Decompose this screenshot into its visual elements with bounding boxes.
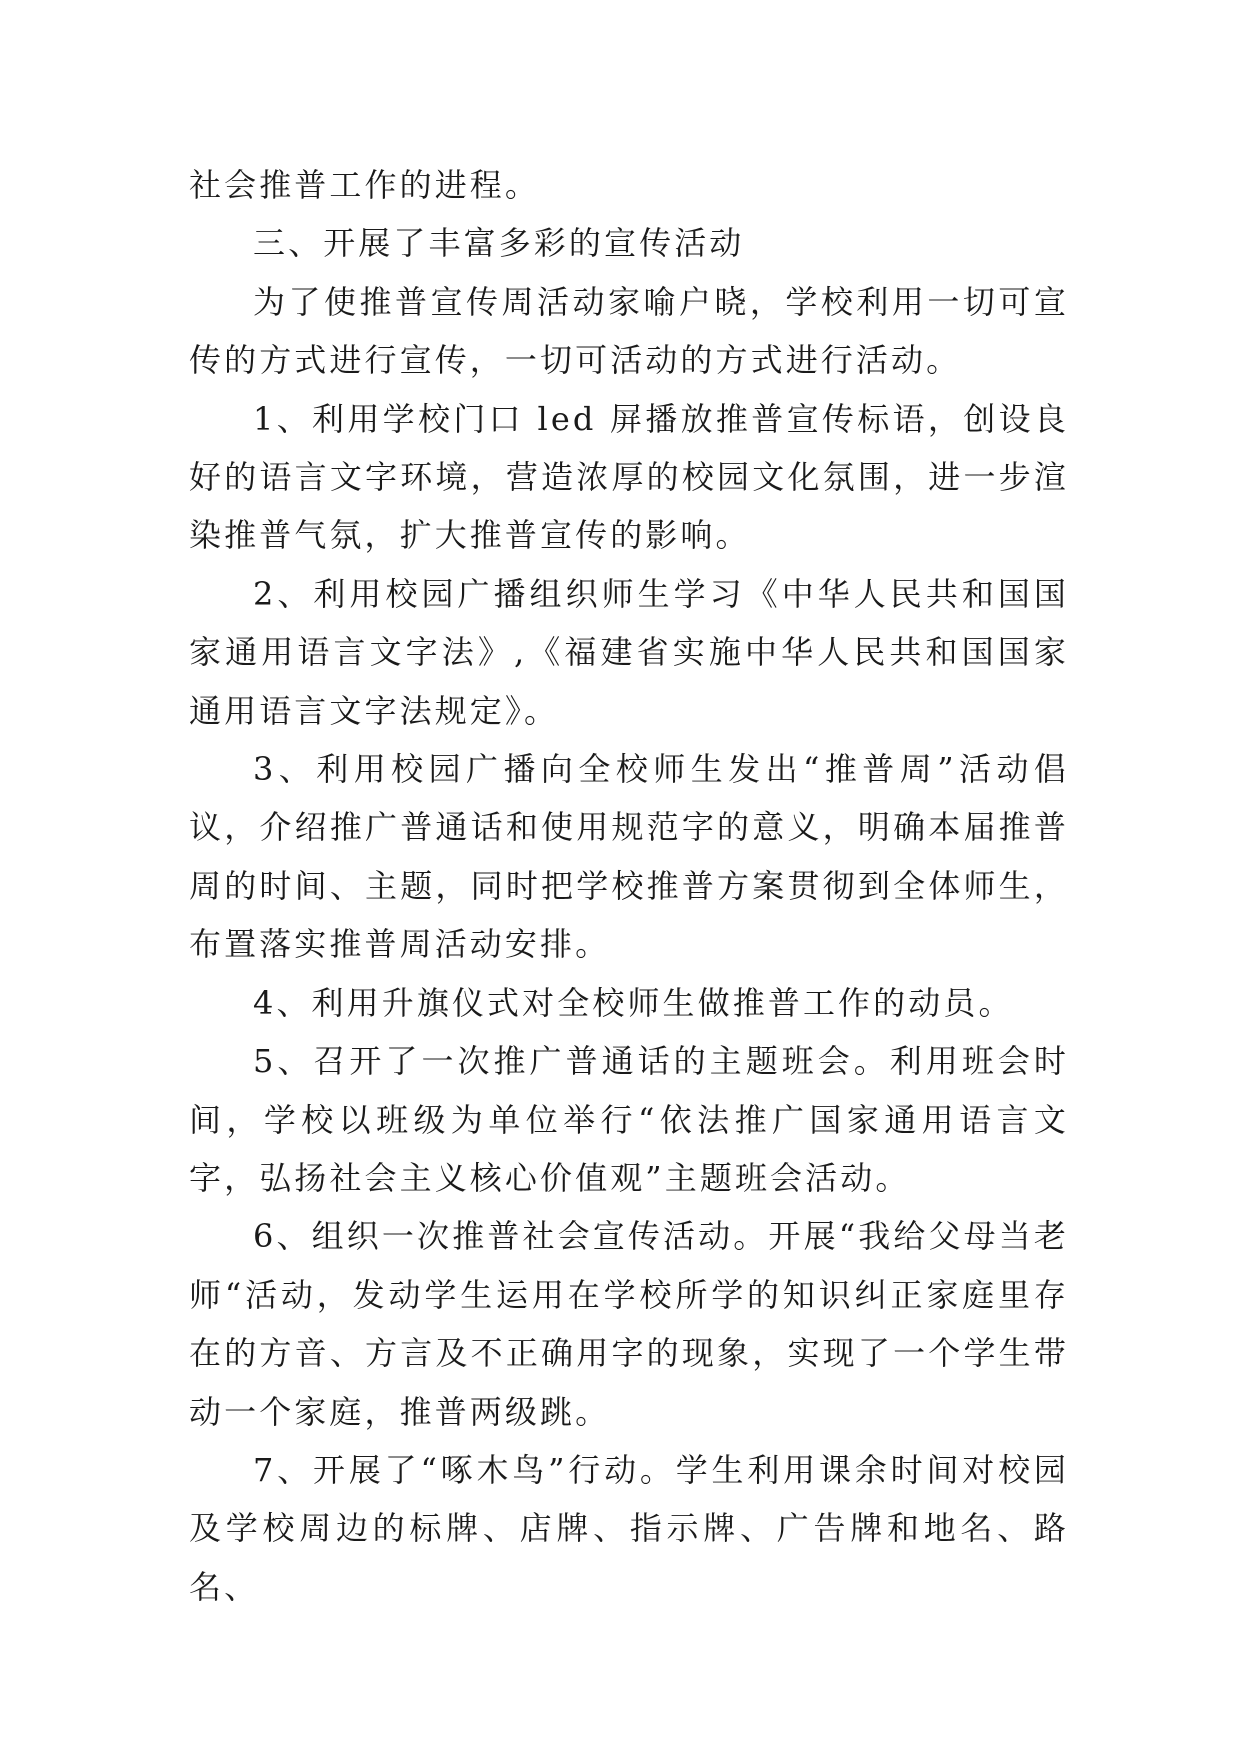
document-body <box>189 156 1069 1616</box>
paragraph-intro: 为了使推普宣传周活动家喻户晓，学校利用一切可宣传的方式进行宣传，一切可活动的方式进行活动。 <box>189 282 1069 380</box>
list-item-5: 5、召开了一次推广普通话的主题班会。利用班会时间，学校以班级为单位举行“依法推广国家通用语言文字，弘扬社会主义核心价值观”主题班会活动。 <box>189 1042 1069 1197</box>
list-item-3: 3、利用校园广播向全校师生发出“推普周”活动倡议，介绍推广普通话和使用规范字的意义，明确本届推普周的时间、主题，同时把学校推普方案贯彻到全体师生，布置落实推普周活动安排。 <box>189 750 1069 964</box>
section-heading: 三、开展了丰富多彩的宣传活动 <box>253 224 745 263</box>
list-item-1: 1、利用学校门口 led 屏播放推普宣传标语，创设良好的语言文字环境，营造浓厚的校园文化氛围，进一步渲染推普气氛，扩大推普宣传的影响。 <box>189 399 1069 555</box>
list-item-6: 6、组织一次推普社会宣传活动。开展“我给父母当老师“活动，发动学生运用在学校所学的知识纠正家庭里存在的方音、方言及不正确用字的现象，实现了一个学生带动一个家庭，推普两级跳。 <box>189 1217 1069 1431</box>
list-item-7: 7、开展了“啄木鸟”行动。学生利用课余时间对校园及学校周边的标牌、店牌、指示牌、广告牌和地名、路名、 <box>189 1450 1069 1606</box>
list-item-2: 2、利用校园广播组织师生学习《中华人民共和国国家通用语言文字法》,《福建省实施中华人民共和国国家通用语言文字法规定》。 <box>189 574 1069 730</box>
paragraph-continuation: 社会推普工作的进程。 <box>189 166 541 204</box>
list-item-4: 4、利用升旗仪式对全校师生做推普工作的动员。 <box>253 983 1014 1022</box>
